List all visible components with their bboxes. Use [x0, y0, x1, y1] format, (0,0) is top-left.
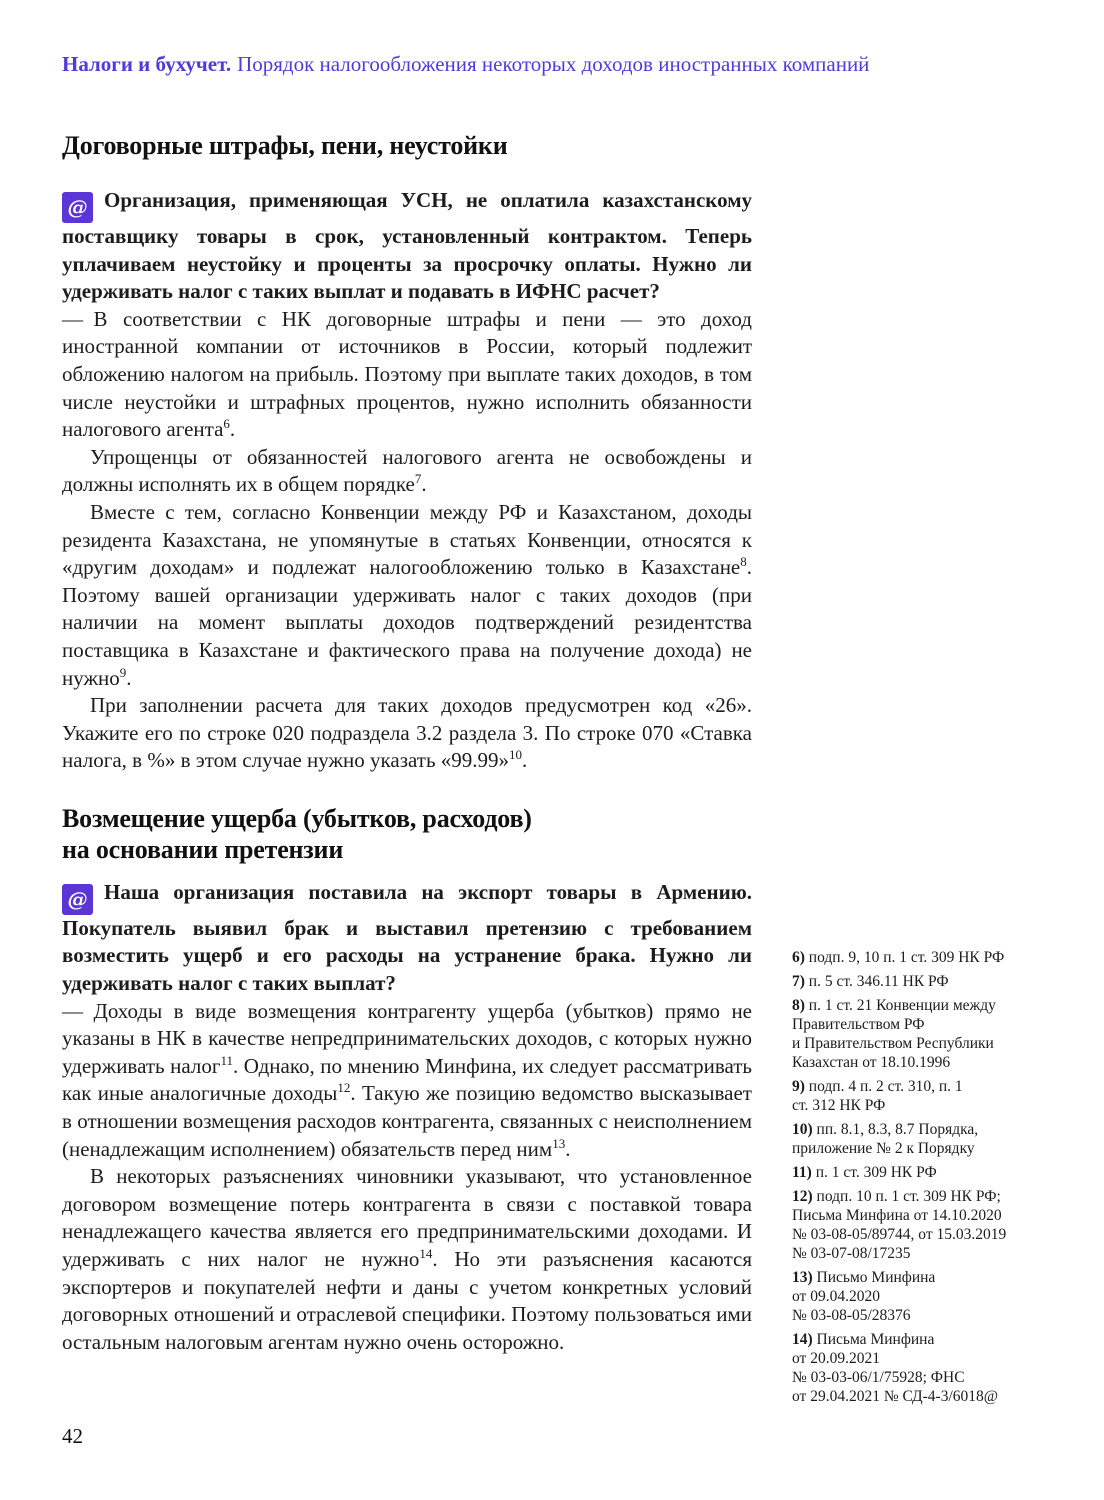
- answer-paragraph: В некоторых разъяснениях чиновники указывают, что установленное договором возмещение потерь контрагента в связи с поставкой товара ненадлежащего качества является его предпринимательскими доходами. И удерживать с них налог не нужно$^{14}$. Но эти разъяснения касаются экспортеров и покупателей нефти и даны с учетом конкретных условий договорных отношений и отраслевой специфики. Поэтому пользоваться ими остальным налоговым агентам нужно очень осторожно.: [62, 1164, 752, 1354]
- question-block-2: [62, 879, 752, 998]
- footnote-number: 14): [792, 1331, 813, 1348]
- footnote-number: 13): [792, 1269, 813, 1286]
- at-icon: @: [62, 884, 93, 915]
- footnote-item: [792, 1077, 1020, 1115]
- question-text: Организация, применяющая УСН, не оплатила казахстанскому поставщику товары в срок, установленный контрактом. Теперь уплачиваем неустойку и проценты за просрочку оплаты. Нужно ли удерживать налог с таких выплат и подавать в ИФНС расчет?: [62, 188, 752, 304]
- article-topic: Порядок налогообложения некоторых доходов иностранных компаний: [237, 52, 870, 76]
- footnote-text: подп. 9, 10 п. 1 ст. 309 НК РФ: [808, 949, 1005, 966]
- answer-paragraph: Упрощенцы от обязанностей налогового агента не освобождены и должны исполнять их в общем порядке$^7$.: [62, 444, 752, 497]
- footnote-item: [792, 1330, 1020, 1406]
- footnote-text: пп. 8.1, 8.3, 8.7 Порядка, приложение № 2 к Порядку: [792, 1121, 979, 1157]
- footnote-number: 7): [792, 973, 805, 990]
- footnote-number: 12): [792, 1188, 813, 1205]
- question-text: Наша организация поставила на экспорт товары в Армению. Покупатель выявил брак и выставил претензию с требованием возместить ущерб и его расходы на устранение брака. Нужно ли удерживать налог с таких выплат?: [62, 879, 752, 996]
- footnote-text: Письмо Минфина от 09.04.2020 № 03-08-05/28376: [792, 1269, 936, 1324]
- footnote-text: п. 5 ст. 346.11 НК РФ: [808, 973, 949, 990]
- footnote-item: [792, 948, 1020, 967]
- footnote-item: [792, 972, 1020, 991]
- footnote-number: 10): [792, 1121, 813, 1138]
- footnote-item: [792, 1268, 1020, 1325]
- footnote-item: [792, 996, 1020, 1072]
- question-block-1: [62, 187, 752, 306]
- footnote-text: Письма Минфина от 20.09.2021 № 03-03-06/1/75928; ФНС от 29.04.2021 № СД-4-3/6018@: [792, 1331, 999, 1405]
- page-number: 42: [62, 1424, 83, 1448]
- footnote-number: 8): [792, 997, 805, 1014]
- article-body: [62, 130, 752, 1356]
- footnote-number: 11): [792, 1164, 812, 1181]
- at-icon: @: [62, 192, 93, 223]
- rubric-title: Налоги и бухучет.: [62, 52, 232, 76]
- answer-paragraph: — В соответствии с НК договорные штрафы и пени — это доход иностранной компании от источников в России, который подлежит обложению налогом на прибыль. Поэтому при выплате таких доходов, в том числе неустойки и штрафных процентов, нужно исполнить обязанности налогового агента$^6$.: [62, 306, 752, 442]
- footnotes-sidebar: [792, 948, 1020, 1411]
- section-title-1: Договорные штрафы, пени, неустойки: [62, 131, 508, 160]
- answer-paragraph: — Доходы в виде возмещения контрагенту ущерба (убытков) прямо не указаны в НК в качестве непредпринимательских доходов, с которых нужно удерживать налог$^{11}$. Однако, по мнению Минфина, их следует рассматривать как иные аналогичные доходы$^{12}$. Такую же позицию ведомство высказывает в отношении возмещения расходов контрагента, связанных с неисполнением (ненадлежащим исполнением) обязательств перед ним$^{13}$.: [62, 998, 752, 1161]
- footnote-item: [792, 1120, 1020, 1158]
- answer-paragraph: Вместе с тем, согласно Конвенции между РФ и Казахстаном, доходы резидента Казахстана, не упомянутые в статьях Конвенции, относятся к «другим доходам» и подлежат налогообложению только в Казахстане$^8$. Поэтому вашей организации удерживать налог с таких доходов (при наличии на момент выплаты доходов подтверждений резидентства поставщика в Казахстане и фактического права на получение дохода) не нужно$^9$.: [62, 499, 752, 690]
- answer-paragraph: При заполнении расчета для таких доходов предусмотрен код «26». Укажите его по строке 020 подраздела 3.2 раздела 3. По строке 070 «Ставка налога, в %» в этом случае нужно указать «99.99»$^{10}$.: [62, 693, 752, 773]
- footnote-text: подп. 10 п. 1 ст. 309 НК РФ; Письма Минфина от 14.10.2020 № 03-08-05/89744, от 15.03.2019 № 03-07-08/17235: [792, 1188, 1007, 1262]
- footnote-item: [792, 1187, 1020, 1263]
- footnote-number: 6): [792, 949, 805, 966]
- footnote-text: п. 1 ст. 21 Конвенции между Правительством РФ и Правительством Республики Казахстан от 18.10.1996: [792, 997, 996, 1071]
- page-header: [62, 52, 1052, 77]
- footnote-number: 9): [792, 1078, 805, 1095]
- footnote-text: п. 1 ст. 309 НК РФ: [815, 1164, 937, 1181]
- footnote-text: подп. 4 п. 2 ст. 310, п. 1 ст. 312 НК РФ: [792, 1078, 963, 1114]
- footnote-item: [792, 1163, 1020, 1182]
- section-title-2: Возмещение ущерба (убытков, расходов) на основании претензии: [62, 803, 532, 864]
